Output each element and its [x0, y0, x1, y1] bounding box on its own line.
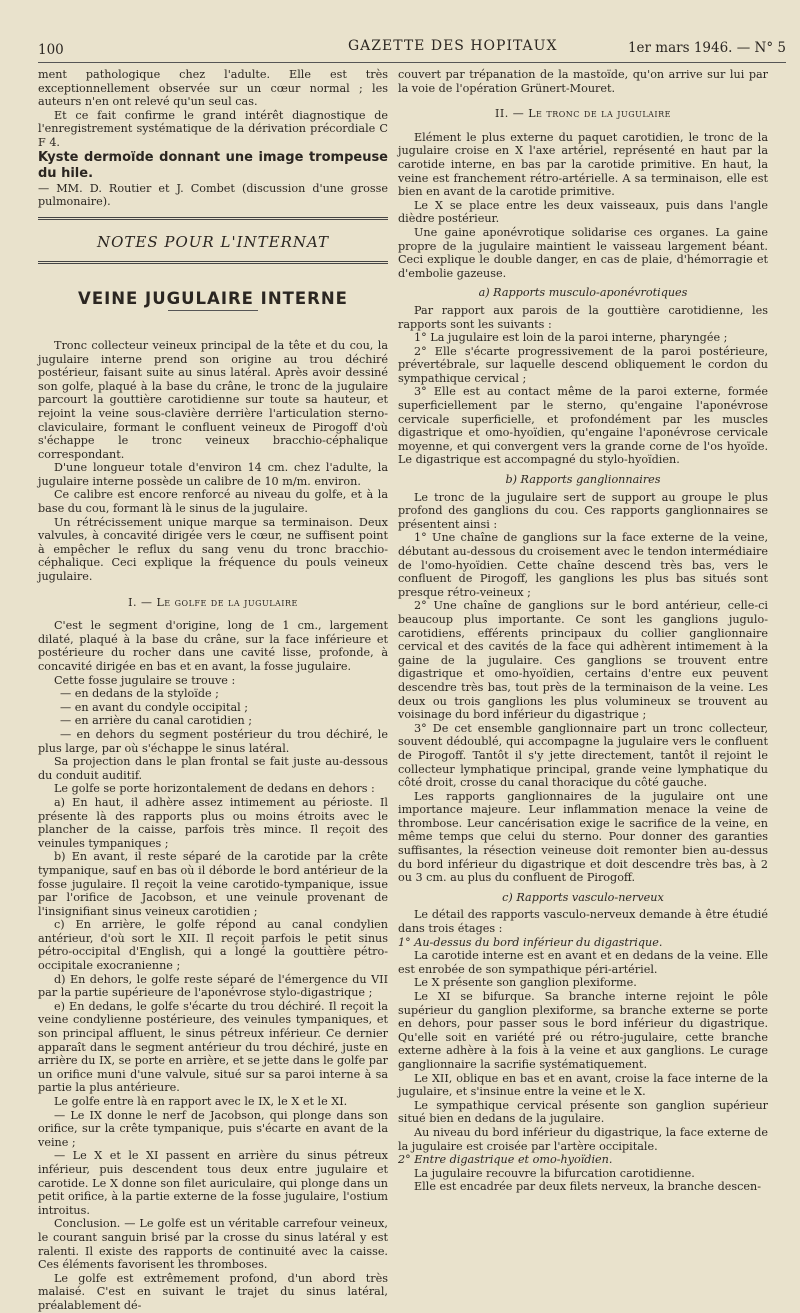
paragraph: Elle est encadrée par deux filets nerveux, la branche descen- — [414, 1180, 761, 1194]
paragraph: 1° Une chaîne de ganglions sur la face externe de la veine, débutant au-dessous du croisement avec le tendon intermédiaire de l'omo-hyoïdien. Cette chaîne descend très bas, vers le confluent de Pirogoff, les ganglions les plus bas situés sont presque rétro-veineux ; — [398, 531, 768, 599]
paragraph: 1° Au-dessus du bord inférieur du digastrique. — [398, 935, 663, 949]
list-item: — en dehors du segment postérieur du trou déchiré, le plus large, par où s'échappe le sinus latéral. — [38, 727, 388, 755]
header-rule — [38, 62, 786, 63]
paragraph: b) En avant, il reste séparé de la carotide par la crête tympanique, sauf en bas où il déborde le bord antérieur de la fosse jugulaire. Il reçoit la veine carotido-tympanique, issue par l'orifice de Jacobson, et une veinule provenant de l'insignifiant sinus veineux carotidien ; — [38, 850, 388, 918]
title-rule — [168, 310, 258, 311]
paragraph: Et ce fait confirme le grand intérêt diagnostique de l'enregistrement systématique de la dérivation précordiale C F 4. — [38, 108, 388, 149]
section-divider — [38, 261, 388, 264]
paragraph: Le sympathique cervical présente son ganglion supérieur situé bien en dedans de la jugulaire. — [398, 1098, 768, 1126]
paragraph: Le XII, oblique en bas et en avant, croise la face interne de la jugulaire, et s'insinue entre la veine et le X. — [398, 1071, 768, 1099]
article-title: VEINE JUGULAIRE INTERNE — [78, 289, 348, 309]
paragraph: couvert par trépanation de la mastoïde, qu'on arrive sur lui par la voie de l'opération Grünert-Mouret. — [398, 68, 768, 95]
left-column — [38, 68, 388, 1313]
paragraph: Le golfe entre là en rapport avec le IX, le X et le XI. — [54, 1095, 348, 1108]
issue-date: 1er mars 1946. — N° 5 — [627, 40, 786, 56]
paragraph: 2° Entre digastrique et omo-hyoïdien. — [398, 1153, 613, 1167]
subsection-heading: a) Rapports musculo-aponévrotiques — [478, 286, 688, 300]
paragraph: Au niveau du bord inférieur du digastrique, la face externe de la jugulaire est croisée par l'artère occipitale. — [398, 1125, 768, 1153]
paragraph: Un rétrécissement unique marque sa terminaison. Deux valvules, à concavité dirigée vers le cœur, ne suffisent point à empêcher le reflux du sang venu du tronc bracchio-céphalique. Ceci explique la fréquence du pouls veineux jugulaire. — [38, 515, 388, 584]
paragraph: Le X présente son ganglion plexiforme. — [414, 976, 637, 990]
paragraph: 3° De cet ensemble ganglionnaire part un tronc collecteur, souvent dédoublé, qui accompagne la jugulaire vers le confluent de Pirogoff. Tantôt il s'y jette directement, tantôt il rejoint le collecteur lymphatique principal, grande veine lymphatique du côté droit, crosse du canal thoracique du côté gauche. — [398, 721, 768, 790]
paragraph: e) En dedans, le golfe s'écarte du trou déchiré. Il reçoit la veine condylienne postérieure, des veinules tympaniques, et son principal affluent, le sinus pétreux inférieur. Ce dernier apparaît dans le segment antérieur du trou déchiré, juste en arrière du IX, se porte en arrière, et se jette dans le golfe par un orifice muni d'une valvule, situé sur sa paroi interne à sa partie la plus antérieure. — [38, 999, 388, 1095]
paragraph: Le tronc de la jugulaire sert de support au groupe le plus profond des ganglions du cou. Ces rapports ganglionnaires se présentent ainsi : — [398, 490, 768, 531]
paragraph: 1° La jugulaire est loin de la paroi interne, pharyngée ; — [414, 331, 728, 345]
paragraph: Le golfe se porte horizontalement de dedans en dehors : — [54, 782, 375, 796]
paragraph: Les rapports ganglionnaires de la jugulaire ont une importance majeure. Leur inflammation menace la veine de thrombose. Leur cancérisation exige le sacrifice de la veine, en même temps que celui du sterno. Pour donner des garanties suffisantes, la résection veineuse doit remonter bien au-dessus du bord inférieur du digastrique et doit descendre très bas, à 2 ou 3 cm. au plus du confluent de Pirogoff. — [398, 789, 768, 885]
paragraph: Conclusion. — Le golfe est un véritable carrefour veineux, le courant sanguin brisé par la crosse du sinus latéral y est ralenti. Il existe des rapports de continuité avec la caisse. Ces éléments favorisent les thromboses. — [38, 1217, 388, 1272]
right-column — [398, 68, 768, 1194]
notes-heading: NOTES POUR L'INTERNAT — [96, 232, 330, 251]
paragraph: Le détail des rapports vasculo-nerveux demande à être étudié dans trois étages : — [398, 908, 768, 936]
list-item: — en arrière du canal carotidien ; — [60, 714, 253, 728]
paragraph: 2° Elle s'écarte progressivement de la paroi postérieure, prévertébrale, sur laquelle descend obliquement le cordon du sympathique cervical ; — [398, 344, 768, 385]
paragraph: La carotide interne est en avant et en dedans de la veine. Elle est enrobée de son sympathique péri-artériel. — [398, 949, 768, 976]
subsection-heading: b) Rapports ganglionnaires — [505, 473, 661, 487]
section-divider — [38, 217, 388, 220]
journal-title: GAZETTE DES HOPITAUX — [348, 38, 558, 54]
article-heading: Kyste dermoïde donnant une image trompeuse du hile. — [38, 149, 388, 181]
paragraph: — Le X et le XI passent en arrière du sinus pétreux inférieur, puis descendent tous deux entre jugulaire et carotide. Le X donne son filet auriculaire, qui plonge dans un petit orifice, à la partie externe de la fosse jugulaire, l'ostium introitus. — [38, 1149, 388, 1217]
paragraph: Par rapport aux parois de la gouttière carotidienne, les rapports sont les suivants : — [398, 303, 768, 331]
page-number: 100 — [38, 42, 64, 58]
paragraph: — MM. D. Routier et J. Combet (discussion d'une grosse pulmonaire). — [38, 181, 388, 209]
paragraph: — Le IX donne le nerf de Jacobson, qui plonge dans son orifice, sur la crête tympanique, puis s'écarte en avant de la veine ; — [38, 1108, 388, 1149]
list-item: — en avant du condyle occipital ; — [60, 700, 249, 714]
paragraph: a) En haut, il adhère assez intimement au périoste. Il présente là des rapports plus ou moins étroits avec le plancher de la caisse, parfois très mince. Il reçoit des veinules tympaniques ; — [38, 795, 388, 850]
paragraph: C'est le segment d'origine, long de 1 cm., largement dilaté, plaqué à la base du crâne, sur la face inférieure et postérieure du rocher dans une cavité lisse, profonde, à concavité dirigée en bas et en avant, la fosse jugulaire. — [38, 619, 388, 673]
paragraph: d) En dehors, le golfe reste séparé de l'émergence du VII par la partie supérieure de l'aponévrose stylo-digastrique ; — [38, 972, 388, 1000]
paragraph: Sa projection dans le plan frontal se fait juste au-dessous du conduit auditif. — [38, 755, 388, 782]
paragraph: Le XI se bifurque. Sa branche interne rejoint le pôle supérieur du ganglion plexiforme, sa branche externe se porte en dehors, pour passer sous le bord inférieur du digastrique. Qu'elle soit en variété pré ou rétro-jugulaire, cette branche externe adhère à la fois à la veine et aux ganglions. Le curage ganglionnaire la sacrifie systématiquement. — [398, 990, 768, 1071]
paragraph: Ce calibre est encore renforcé au niveau du golfe, et à la base du cou, formant là le sinus de la jugulaire. — [38, 488, 388, 516]
paragraph: Une gaine aponévrotique solidarise ces organes. La gaine propre de la jugulaire maintient le vaisseau largement béant. Ceci explique le double danger, en cas de plaie, d'hémorragie et d'embolie gazeuse. — [398, 225, 768, 280]
paragraph: Cette fosse jugulaire se trouve : — [54, 673, 236, 687]
page-header — [38, 38, 786, 62]
paragraph: c) En arrière, le golfe répond au canal condylien antérieur, d'où sort le XII. Il reçoit parfois le petit sinus pétro-occipital d'English, qui a longé la gouttière pétro-occipitale exocranienne ; — [38, 918, 388, 973]
paragraph: ment pathologique chez l'adulte. Elle est très exceptionnellement observée sur un cœur normal ; les auteurs n'en ont relevé qu'un seul cas. — [38, 68, 388, 109]
paragraph: Le golfe est extrêmement profond, d'un abord très malaisé. C'est en suivant le trajet du sinus latéral, préalablement dé- — [38, 1271, 388, 1312]
paragraph: 2° Une chaîne de ganglions sur le bord antérieur, celle-ci beaucoup plus importante. Ce sont les ganglions jugulo-carotidiens, efférents principaux du collier ganglionnaire cervical et des cavités de la face qui adhèrent intimement à la gaine de la jugulaire. Ces ganglions se trouvent entre digastrique et omo-hyoïdien, certains d'entre eux peuvent descendre très bas, tout près de la terminaison de la veine. Les deux ou trois ganglions les plus volumineux se trouvent au voisinage du bord inférieur du digastrique ; — [398, 599, 768, 722]
paragraph: D'une longueur totale d'environ 14 cm. chez l'adulte, la jugulaire interne possède un calibre de 10 m/m. environ. — [38, 461, 388, 488]
paragraph: Le X se place entre les deux vaisseaux, puis dans l'angle dièdre postérieur. — [398, 198, 768, 226]
paragraph: Tronc collecteur veineux principal de la tête et du cou, la jugulaire interne prend son origine au trou déchiré postérieur, faisant suite au sinus latéral. Après avoir dessiné son golfe, plaqué à la base du crâne, le tronc de la jugulaire parcourt la gouttière carotidienne sur toute sa hauteur, et rejoint la veine sous-clavière derrière l'articulation sterno-claviculaire, formant le confluent veineux de Pirogoff d'où s'échappe le tronc veineux bracchio-céphalique correspondant. — [38, 338, 388, 461]
list-item: — en dedans de la styloïde ; — [60, 687, 219, 701]
paragraph: 3° Elle est au contact même de la paroi externe, formée superficiellement par le sterno, qu'engaine l'aponévrose cervicale superficielle, et profondément par les muscles digastrique et omo-hyoïdien, qu'engaine l'aponévrose cervicale moyenne, et qui convergent vers la grande corne de l'os hyoïde. Le digastrique est accompagné du stylo-hyoïdien. — [398, 385, 768, 467]
section-heading: II. — Le tronc de la jugulaire — [495, 107, 671, 121]
paragraph: La jugulaire recouvre la bifurcation carotidienne. — [414, 1166, 695, 1180]
paragraph: Elément le plus externe du paquet carotidien, le tronc de la jugulaire croise en X l'axe artériel, représenté en haut par la carotide interne, en bas par la carotide primitive. En haut, la veine est franchement rétro-artérielle. A sa terminaison, elle est bien en avant de la carotide primitive. — [398, 130, 768, 199]
section-heading: I. — Le golfe de la jugulaire — [128, 595, 298, 609]
subsection-heading: c) Rapports vasculo-nerveux — [502, 890, 664, 904]
